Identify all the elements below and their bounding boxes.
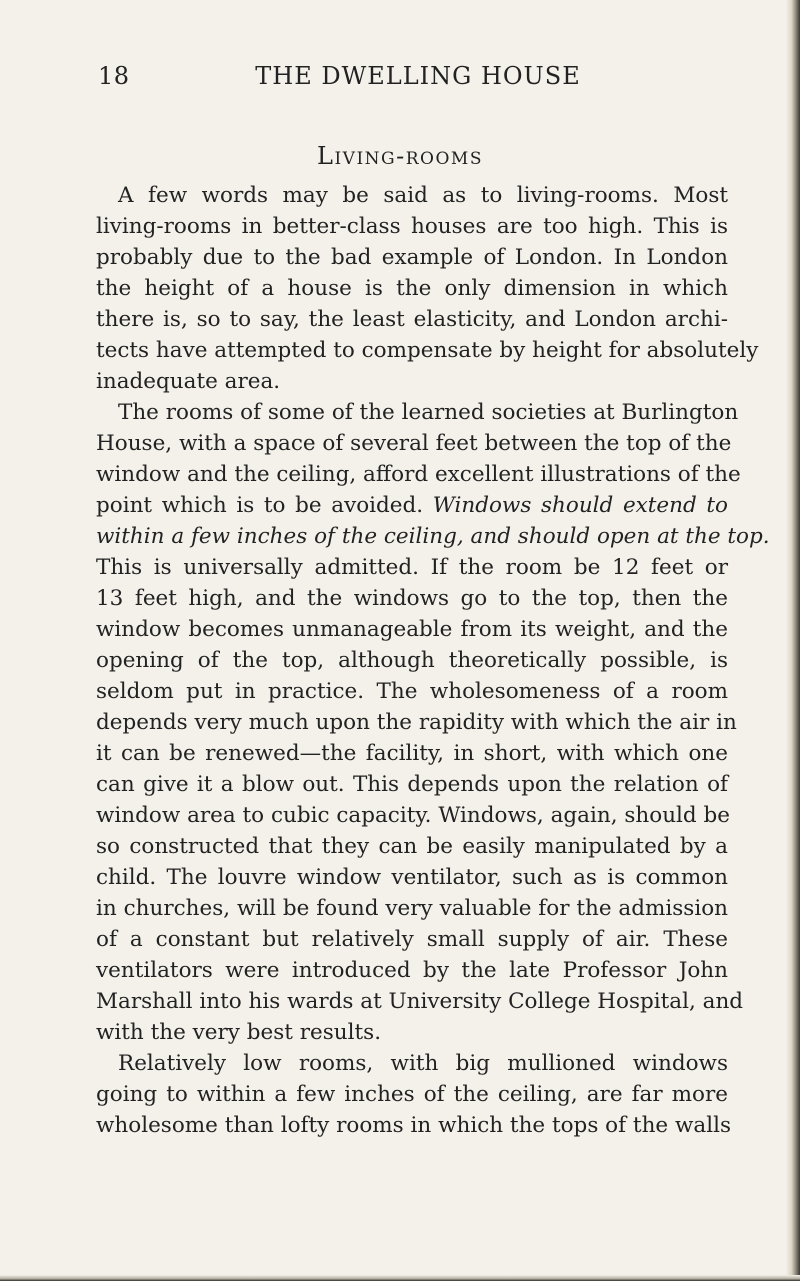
text-line: depends very much upon the rapidity with which the air in [96, 710, 737, 735]
running-head [98, 62, 738, 98]
body-text [96, 180, 770, 1141]
page-number: 18 [98, 62, 130, 90]
text-line: inadequate area. [96, 369, 281, 394]
text-line: House, with a space of several feet between the top of the [96, 431, 732, 456]
text-line: living-rooms in better-class houses are too high. This is [96, 214, 728, 239]
text-line: probably due to the bad example of London. In London [96, 245, 728, 270]
text-line: The rooms of some of the learned societies at Burlington [118, 400, 739, 425]
text-line: the height of a house is the only dimension in which [96, 276, 728, 301]
text-line: Marshall into his wards at University College Hospital, and [96, 989, 744, 1014]
section-title: Living-rooms [317, 142, 483, 170]
text-line: child. The louvre window ventilator, such as is common [96, 865, 728, 890]
text-line: it can be renewed—the facility, in short, with which one [96, 741, 728, 766]
italic-text-line: within a few inches of the ceiling, and should open at the top. [96, 524, 770, 549]
text-line: can give it a blow out. This depends upon the relation of [96, 772, 728, 797]
text-line: of a constant but relatively small supply of air. These [96, 927, 728, 952]
text-line: opening of the top, although theoretically possible, is [96, 648, 728, 673]
text-line: with the very best results. [96, 1020, 382, 1045]
text-line: wholesome than lofty rooms in which the tops of the walls [96, 1113, 731, 1138]
page-edge-shadow [786, 0, 800, 1281]
text-line: window becomes unmanageable from its weight, and the [96, 617, 728, 642]
text-line: This is universally admitted. If the room be 12 feet or [96, 555, 728, 580]
page-bottom-edge [0, 1275, 800, 1281]
text-line: there is, so to say, the least elasticity, and London archi- [96, 307, 728, 332]
text-line: A few words may be said as to living-rooms. Most [118, 183, 728, 208]
italic-text: Windows should extend to [432, 493, 728, 518]
text-line: in churches, will be found very valuable for the admission [96, 896, 728, 921]
text-line: window and the ceiling, afford excellent illustrations of the [96, 462, 741, 487]
text-line-mixed [96, 490, 728, 521]
text-line: Relatively low rooms, with big mullioned windows [118, 1051, 728, 1076]
text-fragment: point which is to be avoided. [96, 493, 424, 518]
text-line: ventilators were introduced by the late Professor John [96, 958, 728, 983]
text-line: tects have attempted to compensate by height for absolutely [96, 338, 759, 363]
text-line: so constructed that they can be easily manipulated by a [96, 834, 728, 859]
text-line: 13 feet high, and the windows go to the top, then the [96, 586, 728, 611]
text-line: window area to cubic capacity. Windows, again, should be [96, 803, 730, 828]
text-line: going to within a few inches of the ceiling, are far more [96, 1082, 728, 1107]
running-title: THE DWELLING HOUSE [255, 62, 581, 90]
text-line: seldom put in practice. The wholesomeness of a room [96, 679, 728, 704]
